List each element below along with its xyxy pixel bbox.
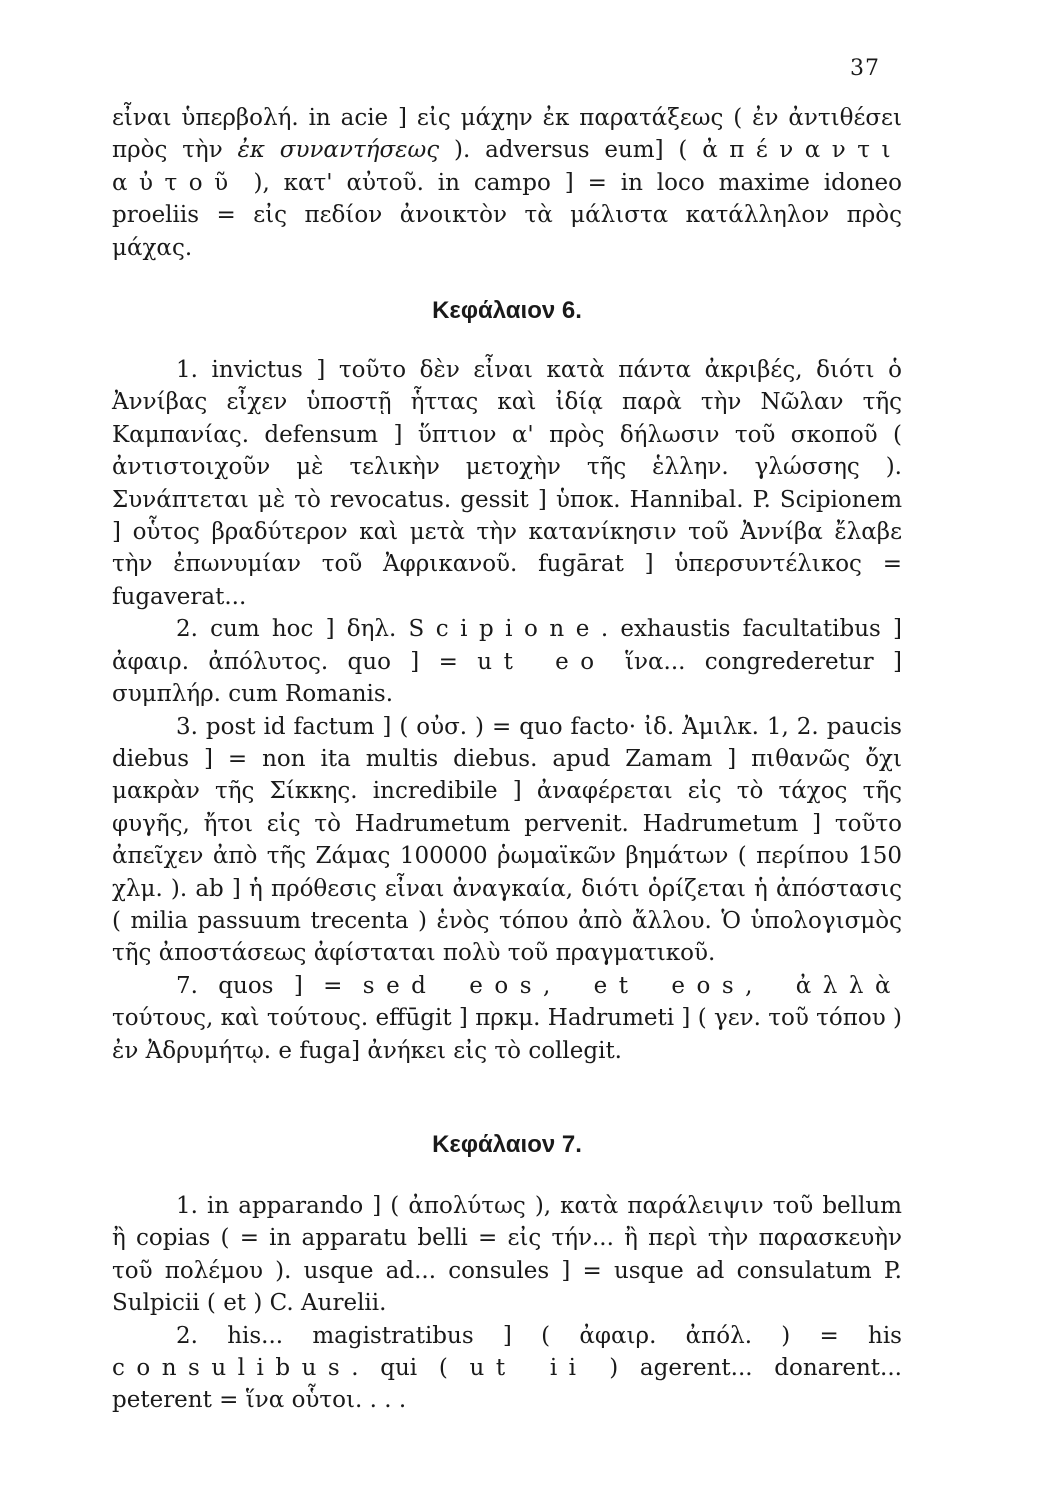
chapter-6-note-3: 3. post id factum ] ( οὐσ. ) = quo facto· ἰδ. Ἀμιλκ. 1, 2. paucis diebus ] = non ita multis diebus. apud Zamam ] πιθανῶς ὄχι μακρὰν τῆς Σίκκης. incredibile ] ἀναφέρεται εἰς τὸ τάχος τῆς φυγῆς, ἤτοι εἰς τὸ Hadrumetum pervenit. Hadrumetum ] τοῦτο ἀπεῖχεν ἀπὸ τῆς Ζάμας 100000 ῥωμαϊκῶν βημάτων ( περίπου 150 χλμ. ). ab ] ἡ πρόθεσις εἶναι ἀναγκαία, διότι ὁρίζεται ἡ ἀπόστασις ( milia passuum trecenta ) ἑνὸς τόπου ἀπὸ ἄλλου. Ὁ ὑπολογισμὸς τῆς ἀποστάσεως ἀφίσταται πολὺ τοῦ πραγματικοῦ. (112, 713, 902, 967)
note-2-text-b: . exhaustis facultatibus ] ἀφαιρ. ἀπόλυτος. quo ] = (112, 616, 902, 675)
page-number: 37 (850, 56, 880, 81)
page-content (112, 102, 902, 1417)
ch7-note-2-text-a: 2. his... magistratibus ] ( ἀφαιρ. ἀπόλ. ) = his (176, 1322, 902, 1349)
chapter-6-note-7 (112, 970, 902, 1067)
chapter-6-note-2 (112, 613, 902, 710)
note-7-text-a: 7. quos ] = (176, 972, 363, 999)
ch7-note-2-text-b: . qui ( (351, 1355, 470, 1381)
chapter-7-note-1: 1. in apparando ] ( ἀπολύτως ), κατὰ παράλειψιν τοῦ bellum ἢ copias ( = in apparatu belli = εἰς τήν... ἢ περὶ τὴν παρασκευὴν τοῦ πολέμου ). usque ad... consules ] = usque ad consulatum P. Sulpicii ( et ) C. Aurelii. (112, 1192, 902, 1317)
note-2-text-a: 2. cum hoc ] δηλ. (176, 616, 409, 643)
ch7-note-2-spaced-b: ut ii (469, 1355, 588, 1381)
intro-text-a: εἶναι ὑπερβολή. in acie ] εἰς μάχην ἐκ παρατάξεως ( ἐν ἀντιθέσει πρὸς τὴν (112, 105, 902, 164)
intro-text-b: ). adversus eum] ( (439, 137, 703, 164)
chapter-6-heading: Κεφάλαιον 6. (432, 297, 582, 325)
ch7-note-2-spaced-a: consulibus (112, 1355, 352, 1381)
ch7-note-2-text-c: ) agerent... donarent... peterent = ἵνα οὗτοι. . . . (112, 1355, 902, 1414)
note-2-spaced-a: Scipione (408, 616, 601, 643)
intro-text-c: ), κατ' αὐτοῦ. in campo ] = in loco maxime idoneo proeliis = εἰς πεδίον ἀνοικτὸν τὰ μάλιστα κατάλληλον πρὸς μάχας. (112, 169, 902, 261)
chapter-6-note-1: 1. invictus ] τοῦτο δὲν εἶναι κατὰ πάντα ἀκριβές, διότι ὁ Ἀννίβας εἶχεν ὑποστῇ ἧττας καὶ ἰδίᾳ παρὰ τὴν Νῶλαν τῆς Καμπανίας. defensum ] ὕπτιον α' πρὸς δήλωσιν τοῦ σκοποῦ ( ἀντιστοιχοῦν μὲ τελικὴν μετοχὴν τῆς ἑλλην. γλώσσης ). Συνάπτεται μὲ τὸ revocatus. gessit ] ὑποκ. Hannibal. P. Scipionem ] οὗτος βραδύτερον καὶ μετὰ τὴν κατανίκησιν τοῦ Ἀννίβα ἔλαβε τὴν ἐπωνυμίαν τοῦ Ἀφρικανοῦ. fugārat ] ὑπερσυντέλικος = fugaverat... (112, 357, 902, 610)
intro-paragraph (112, 102, 902, 264)
note-2-text-c: ἵνα... congrederetur ] συμπλήρ. cum Romanis. (112, 648, 902, 708)
intro-italic-phrase: ἐκ συναντήσεως (237, 137, 440, 164)
intro-spaced-phrase: ἀπέναντι αὐτοῦ (112, 137, 902, 196)
note-7-spaced: sed eos, et eos, ἀλλὰ (362, 972, 902, 999)
chapter-7-note-2 (112, 1320, 902, 1417)
chapter-7-heading: Κεφάλαιον 7. (432, 1130, 582, 1158)
note-7-text-b: τούτους, καὶ τούτους. effūgit ] πρκμ. Hadrumeti ] ( γεν. τοῦ τόπου ) ἐν Ἀδρυμήτῳ. e fuga] ἀνήκει εἰς τὸ collegit. (112, 1005, 902, 1064)
note-2-spaced-b: ut eo (477, 648, 606, 675)
